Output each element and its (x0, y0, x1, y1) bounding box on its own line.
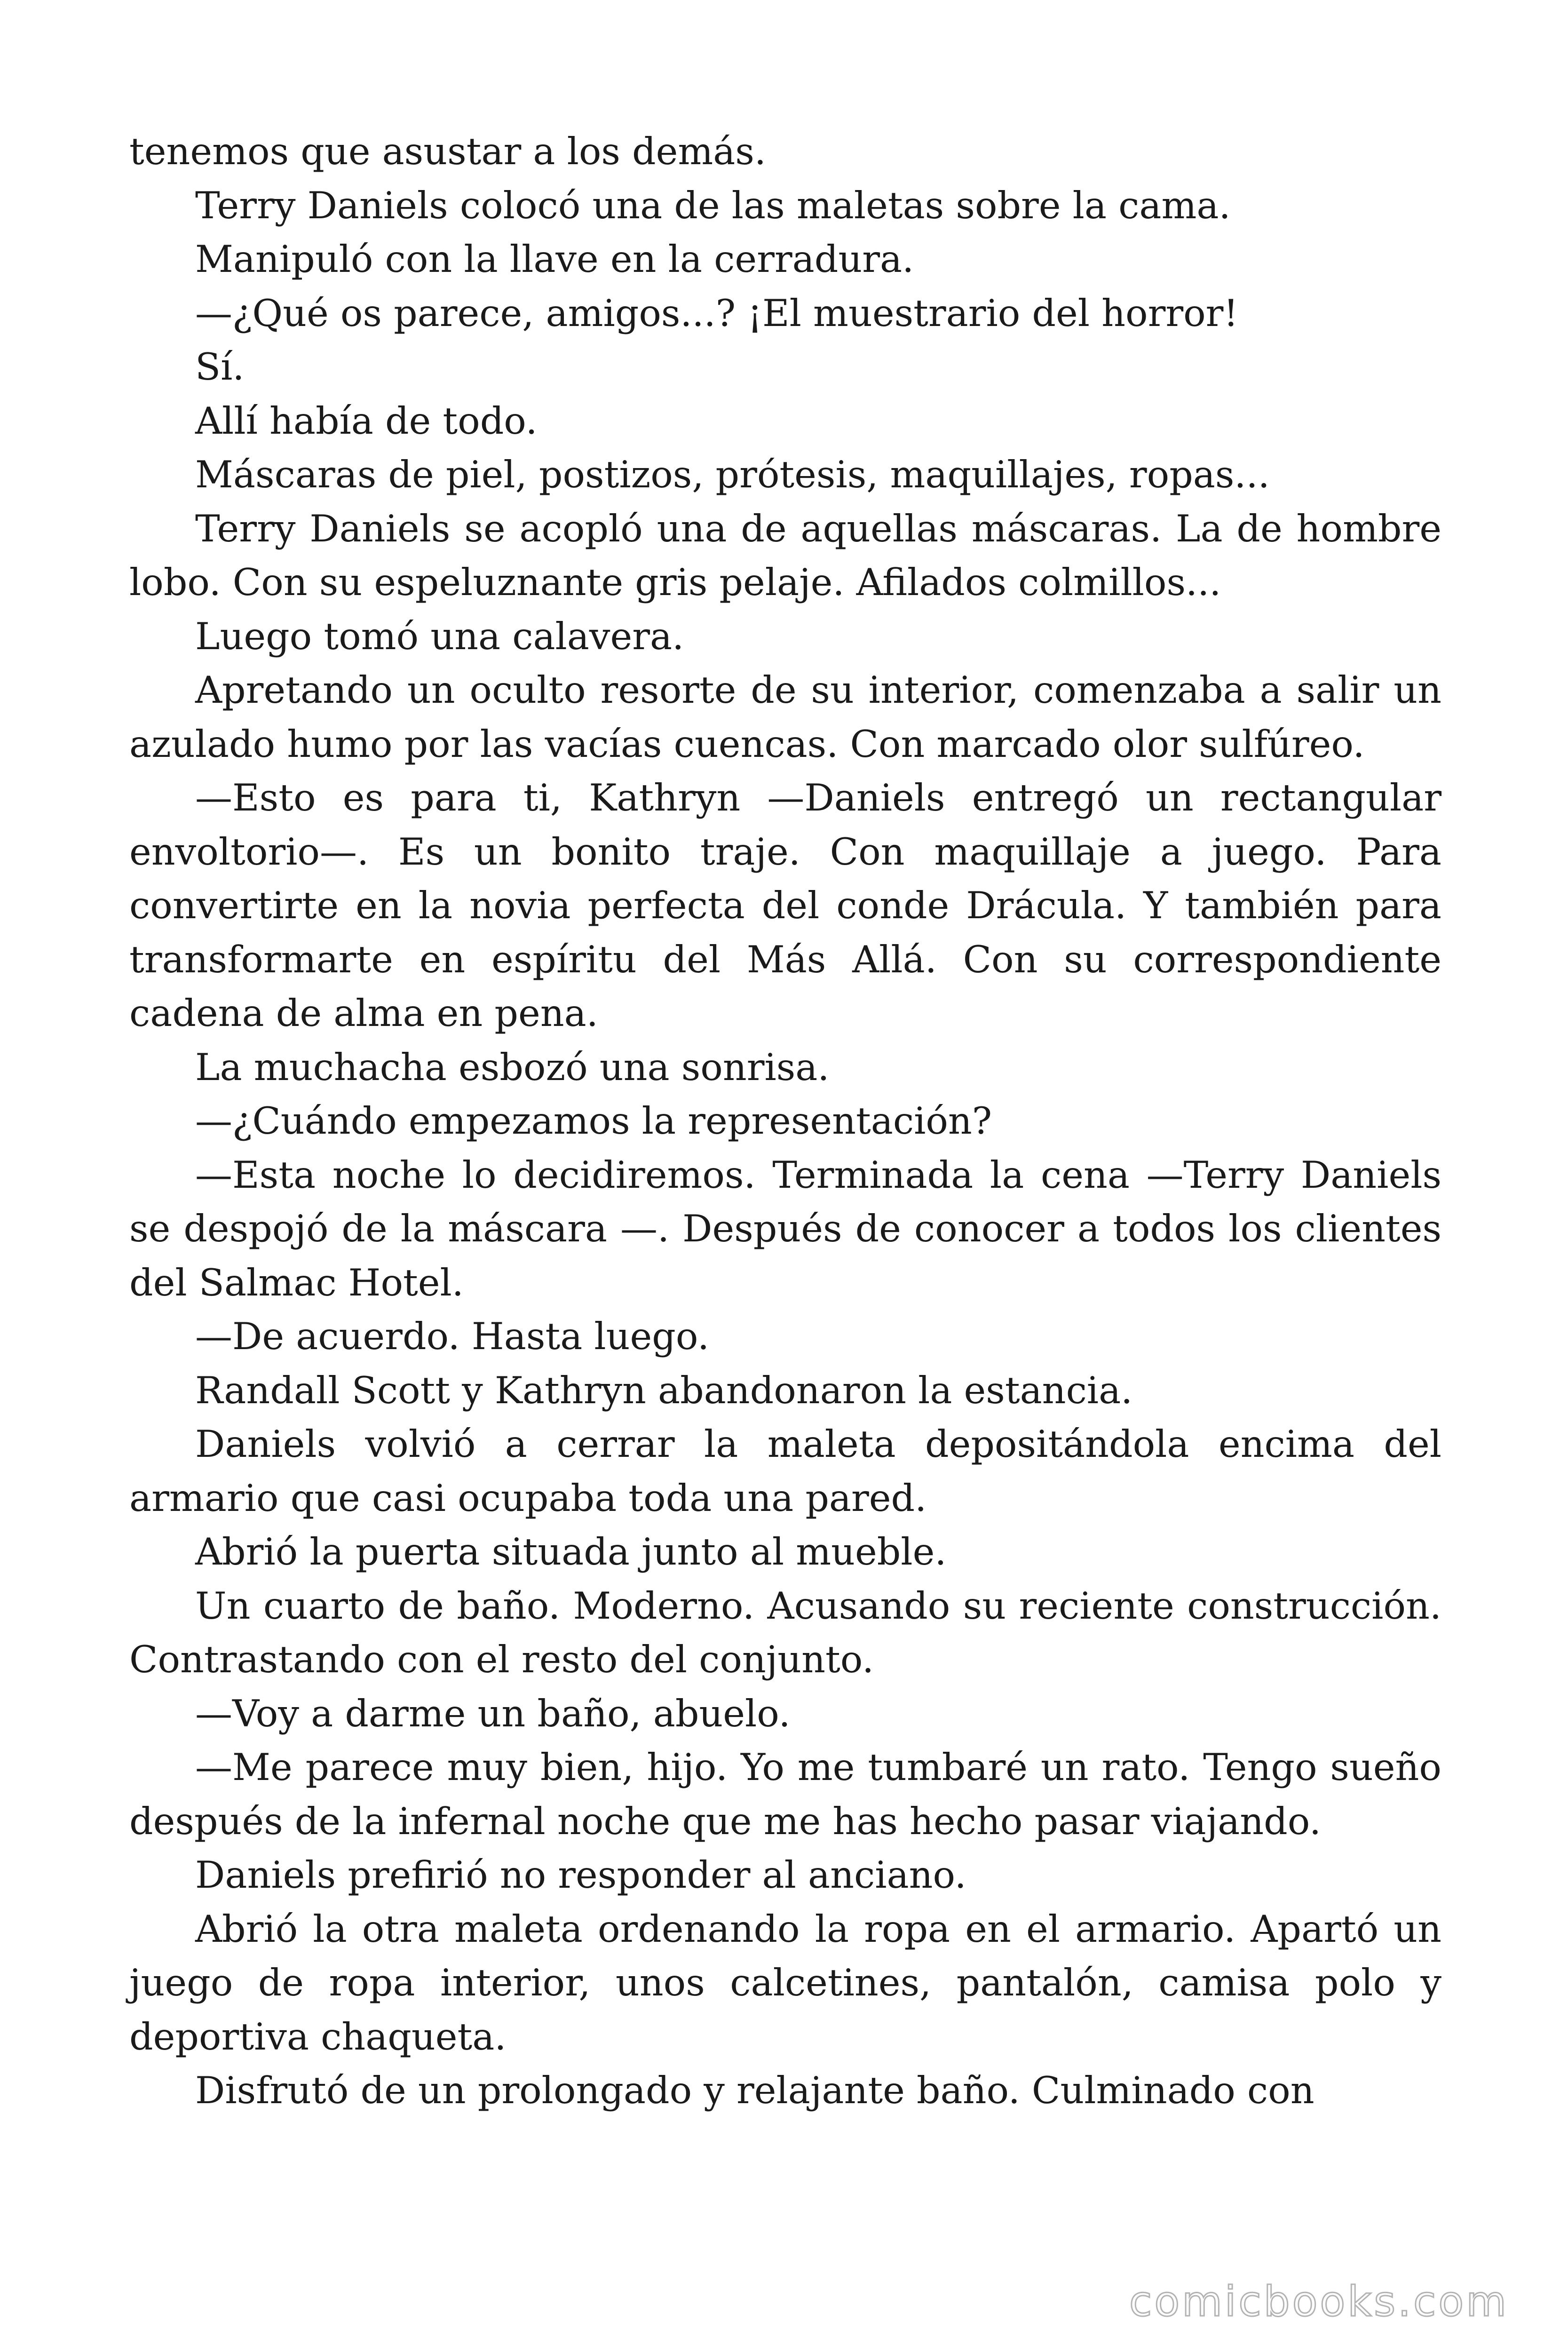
paragraph: Apretando un oculto resorte de su interior, comenzaba a salir un azulado humo por las vacías cuencas. Con marcado olor sulfúreo. (129, 668, 1441, 766)
paragraph: —Esto es para ti, Kathryn —Daniels entregó un rectangular envoltorio—. Es un bonito traje. Con maquillaje a juego. Para convertirte en la novia perfecta del conde Drácula. Y también para transformarte en espíritu del Más Allá. Con su correspondiente cadena de alma en pena. (129, 776, 1441, 1035)
paragraph: Manipuló con la llave en la cerradura. (195, 238, 914, 281)
paragraph: —De acuerdo. Hasta luego. (195, 1315, 710, 1358)
paragraph: —Voy a darme un baño, abuelo. (195, 1692, 791, 1735)
paragraph: —Esta noche lo decidiremos. Terminada la cena —Terry Daniels se despojó de la máscara —. Después de conocer a todos los clientes del Salmac Hotel. (129, 1153, 1441, 1304)
paragraph: —¿Cuándo empezamos la representación? (195, 1099, 992, 1143)
paragraph: Máscaras de piel, postizos, prótesis, maquillajes, ropas... (195, 453, 1270, 496)
paragraph: Un cuarto de baño. Moderno. Acusando su reciente construcción. Contrastando con el resto del conjunto. (129, 1584, 1441, 1681)
paragraph: Randall Scott y Kathryn abandonaron la estancia. (195, 1368, 1133, 1412)
paragraph: La muchacha esbozó una sonrisa. (195, 1045, 830, 1089)
paragraph: tenemos que asustar a los demás. (129, 130, 767, 173)
paragraph: —¿Qué os parece, amigos...? ¡El muestrario del horror! (195, 291, 1239, 335)
paragraph: Abrió la puerta situada junto al mueble. (195, 1530, 947, 1573)
watermark: comicbooks.com (1129, 2277, 1509, 2326)
paragraph: Luego tomó una calavera. (195, 614, 684, 658)
page-body-text (129, 125, 1441, 2118)
paragraph: Sí. (195, 345, 245, 389)
paragraph: Daniels prefirió no responder al anciano. (195, 1853, 966, 1897)
paragraph: Disfrutó de un prolongado y relajante baño. Culminado con (195, 2069, 1315, 2112)
paragraph: —Me parece muy bien, hijo. Yo me tumbaré un rato. Tengo sueño después de la infernal noche que me has hecho pasar viajando. (129, 1746, 1441, 1843)
paragraph: Abrió la otra maleta ordenando la ropa en el armario. Apartó un juego de ropa interior, unos calcetines, pantalón, camisa polo y deportiva chaqueta. (129, 1907, 1441, 2058)
paragraph: Terry Daniels colocó una de las maletas sobre la cama. (195, 183, 1231, 227)
paragraph: Allí había de todo. (195, 399, 538, 443)
paragraph: Terry Daniels se acopló una de aquellas máscaras. La de hombre lobo. Con su espeluznante gris pelaje. Afilados colmillos... (129, 507, 1441, 604)
paragraph: Daniels volvió a cerrar la maleta depositándola encima del armario que casi ocupaba toda una pared. (129, 1422, 1441, 1520)
